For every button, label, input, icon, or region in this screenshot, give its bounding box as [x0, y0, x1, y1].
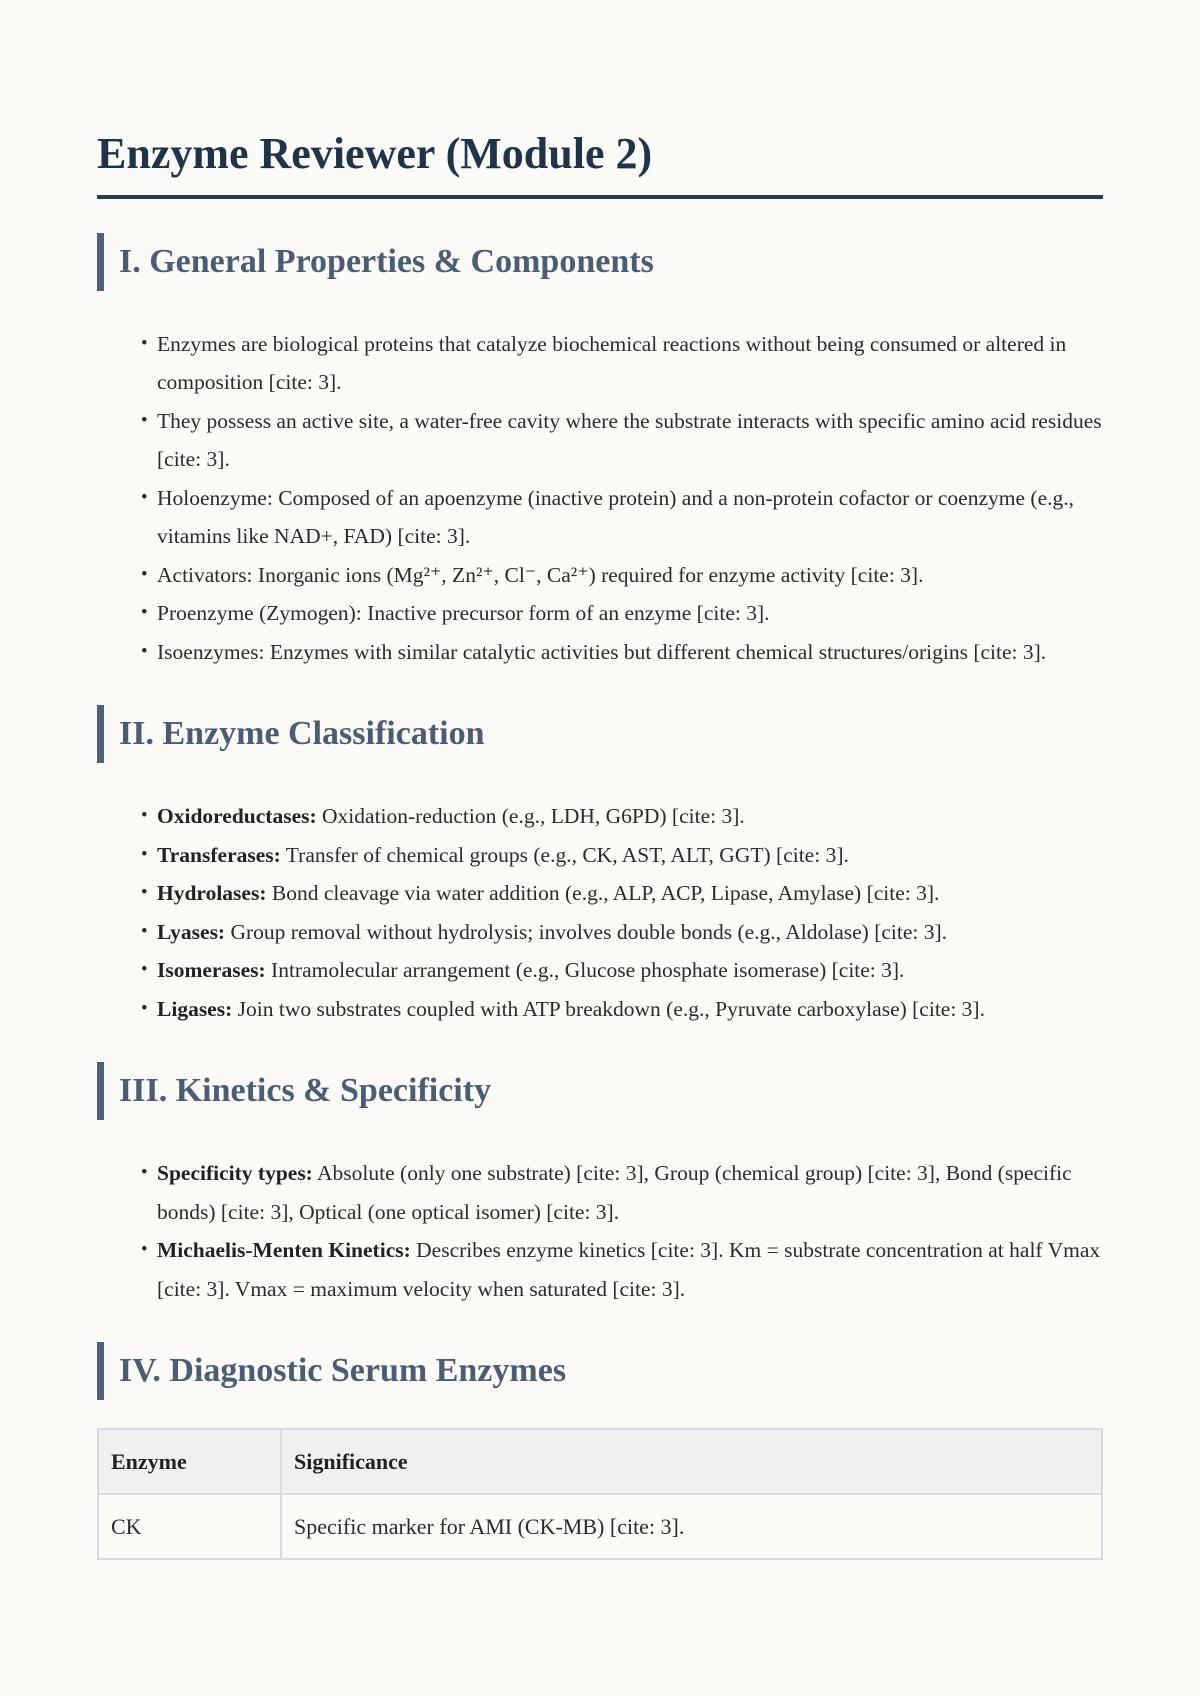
section-kinetics-specificity — [97, 1062, 1103, 1308]
list-item: • Ligases: Join two substrates coupled with ATP breakdown (e.g., Pyruvate carboxylase) [cite: 3]. — [157, 990, 1103, 1029]
list-item: • Transferases: Transfer of chemical groups (e.g., CK, AST, ALT, GGT) [cite: 3]. — [157, 836, 1103, 875]
bullet-list — [97, 325, 1103, 672]
term: Michaelis-Menten Kinetics: — [157, 1238, 411, 1263]
section-heading: IV. Diagnostic Serum Enzymes — [97, 1342, 1103, 1400]
table-row — [98, 1494, 1102, 1559]
enzyme-table — [97, 1428, 1103, 1560]
term: Transferases: — [157, 842, 281, 867]
table-cell: CK — [98, 1494, 281, 1559]
list-item: • Specificity types: Absolute (only one substrate) [cite: 3], Group (chemical group) [cite: 3], Bond (specific bonds) [cite: 3], Optical (one optical isomer) [cite: 3]. — [157, 1154, 1103, 1231]
list-item: • Lyases: Group removal without hydrolysis; involves double bonds (e.g., Aldolase) [cite: 3]. — [157, 913, 1103, 952]
table-header-row — [98, 1429, 1102, 1494]
list-item: • Oxidoreductases: Oxidation-reduction (e.g., LDH, G6PD) [cite: 3]. — [157, 797, 1103, 836]
list-item: • Michaelis-Menten Kinetics: Describes enzyme kinetics [cite: 3]. Km = substrate concentration at half Vmax [cite: 3]. Vmax = maximum velocity when saturated [cite: 3]. — [157, 1231, 1103, 1308]
column-header-enzyme: Enzyme — [98, 1429, 281, 1494]
section-heading: I. General Properties & Components — [97, 233, 1103, 291]
section-heading: III. Kinetics & Specificity — [97, 1062, 1103, 1120]
list-item: • Proenzyme (Zymogen): Inactive precursor form of an enzyme [cite: 3]. — [157, 594, 1103, 633]
list-item: • They possess an active site, a water-free cavity where the substrate interacts with specific amino acid residues [cite: 3]. — [157, 402, 1103, 479]
list-item: • Holoenzyme: Composed of an apoenzyme (inactive protein) and a non-protein cofactor or coenzyme (e.g., vitamins like NAD+, FAD) [cite: 3]. — [157, 479, 1103, 556]
term: Hydrolases: — [157, 881, 267, 906]
bullet-list — [97, 797, 1103, 1028]
column-header-significance: Significance — [281, 1429, 1102, 1494]
term: Ligases: — [157, 996, 233, 1021]
bullet-list — [97, 1154, 1103, 1308]
table-cell: Specific marker for AMI (CK-MB) [cite: 3]. — [281, 1494, 1102, 1559]
document-title: Enzyme Reviewer (Module 2) — [97, 128, 1103, 199]
list-item: • Enzymes are biological proteins that catalyze biochemical reactions without being consumed or altered in composition [cite: 3]. — [157, 325, 1103, 402]
term: Specificity types: — [157, 1161, 313, 1186]
section-enzyme-classification — [97, 705, 1103, 1028]
section-diagnostic-serum-enzymes — [97, 1342, 1103, 1560]
list-item: • Activators: Inorganic ions (Mg²⁺, Zn²⁺, Cl⁻, Ca²⁺) required for enzyme activity [cite: 3]. — [157, 556, 1103, 595]
list-item: • Isoenzymes: Enzymes with similar catalytic activities but different chemical structures/origins [cite: 3]. — [157, 633, 1103, 672]
section-general-properties — [97, 233, 1103, 672]
term: Isomerases: — [157, 958, 266, 983]
term: Oxidoreductases: — [157, 804, 317, 829]
list-item: • Hydrolases: Bond cleavage via water addition (e.g., ALP, ACP, Lipase, Amylase) [cite: 3]. — [157, 874, 1103, 913]
section-heading: II. Enzyme Classification — [97, 705, 1103, 763]
term: Lyases: — [157, 919, 226, 944]
list-item: • Isomerases: Intramolecular arrangement (e.g., Glucose phosphate isomerase) [cite: 3]. — [157, 951, 1103, 990]
